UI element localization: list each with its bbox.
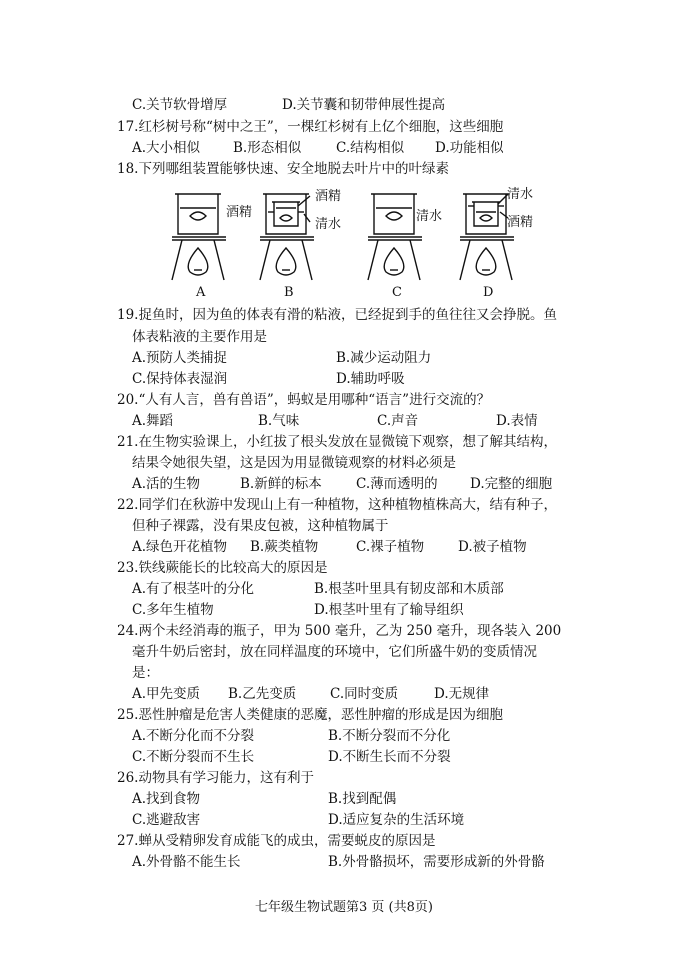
q19-stem-line1: 19.捉鱼时，因为鱼的体表有滑的粘液，已经捉到手的鱼往往又会挣脱。鱼 [117, 307, 557, 323]
q20-stem: 20.“人有人言，兽有兽语”，蚂蚁是用哪种“语言”进行交流的？ [117, 392, 491, 408]
label-d-water: 清水 [507, 187, 534, 202]
q20-option-c: C.声音 [377, 413, 419, 429]
q19-option-a: A.预防人类捕捉 [132, 350, 228, 366]
q23-option-b: B.根茎叶里具有韧皮部和木质部 [314, 581, 504, 597]
label-option-c: C [392, 285, 402, 300]
q18-stem: 18.下列哪组装置能够快速、安全地脱去叶片中的叶绿素 [117, 161, 449, 177]
q25-option-a: A.不断分化而不分裂 [132, 728, 255, 744]
q22-option-a: A.绿色开花植物 [132, 539, 228, 555]
label-c-water: 清水 [416, 209, 443, 224]
label-option-b: B [284, 285, 294, 300]
apparatus-b [260, 194, 314, 280]
q20-option-a: A.舞蹈 [132, 413, 174, 429]
q23-stem: 23.铁线蕨能长的比较高大的原因是 [117, 560, 328, 576]
q24-stem-line3: 是： [132, 665, 159, 681]
q17-option-b: B.形态相似 [233, 140, 302, 156]
q21-option-c: C.薄而透明的 [356, 476, 438, 492]
q22-option-b: B.蕨类植物 [250, 539, 319, 555]
q26-option-a: A.找到食物 [132, 791, 201, 807]
apparatus-c [368, 194, 422, 280]
label-option-a: A [196, 285, 206, 300]
q25-stem: 25.恶性肿瘤是危害人类健康的恶魔，恶性肿瘤的形成是因为细胞 [117, 707, 503, 723]
q24-option-b: B.乙先变质 [228, 686, 297, 702]
label-option-d: D [483, 285, 494, 300]
q23-option-a: A.有了根茎叶的分化 [132, 581, 255, 597]
q17-option-a: A.大小相似 [132, 140, 201, 156]
q19-option-d: D.辅助呼吸 [336, 371, 405, 387]
q20-option-b: B.气味 [258, 413, 300, 429]
q26-option-d: D.适应复杂的生活环境 [328, 812, 465, 828]
q21-option-d: D.完整的细胞 [470, 476, 553, 492]
q25-option-d: D.不断生长而不分裂 [328, 749, 451, 765]
q19-stem-line2: 体表粘液的主要作用是 [132, 329, 267, 345]
q21-stem-line2: 结果令她很失望，这是因为用显微镜观察的材料必须是 [132, 455, 456, 471]
q21-option-b: B.新鲜的标本 [240, 476, 322, 492]
q23-option-c: C.多年生植物 [132, 602, 214, 618]
label-b-alcohol: 酒精 [315, 189, 342, 204]
q18-apparatus-figure [170, 182, 540, 300]
q27-option-b: B.外骨骼损坏，需要形成新的外骨骼 [328, 854, 545, 870]
q24-option-d: D.无规律 [434, 686, 490, 702]
page-footer: 七年级生物试题第3 页 (共8页) [255, 900, 433, 915]
q22-option-c: C.裸子植物 [356, 539, 425, 555]
q26-option-b: B.找到配偶 [328, 791, 397, 807]
apparatus-a [172, 194, 226, 280]
q26-option-c: C.逃避敌害 [132, 812, 201, 828]
q17-stem: 17.红杉树号称“树中之王”，一棵红杉树有上亿个细胞，这些细胞 [117, 119, 504, 135]
q19-option-b: B.减少运动阻力 [336, 350, 432, 366]
q25-option-c: C.不断分裂而不生长 [132, 749, 255, 765]
q24-stem-line1: 24.两个未经消毒的瓶子，甲为 500 毫升，乙为 250 毫升，现各装入 200 [117, 623, 562, 639]
q20-option-d: D.表情 [496, 413, 538, 429]
q22-stem-line2: 但种子裸露，没有果皮包被，这种植物属于 [132, 518, 389, 534]
q25-option-b: B.不断分裂而不分化 [328, 728, 451, 744]
label-b-water: 清水 [315, 217, 342, 232]
q16-option-d: D.关节囊和韧带伸展性提高 [282, 97, 446, 113]
q21-option-a: A.活的生物 [132, 476, 201, 492]
q17-option-d: D.功能相似 [435, 140, 504, 156]
q24-option-a: A.甲先变质 [132, 686, 201, 702]
q27-option-a: A.外骨骼不能生长 [132, 854, 241, 870]
q27-stem: 27.蝉从受精卵发育成能飞的成虫，需要蜕皮的原因是 [117, 833, 436, 849]
q22-option-d: D.被子植物 [458, 539, 527, 555]
q17-option-c: C.结构相似 [336, 140, 405, 156]
q19-option-c: C.保持体表湿润 [132, 371, 228, 387]
q24-option-c: C.同时变质 [330, 686, 399, 702]
q24-stem-line2: 毫升牛奶后密封，放在同样温度的环境中，它们所盛牛奶的变质情况 [132, 644, 537, 660]
q21-stem-line1: 21.在生物实验课上，小红拔了根头发放在显微镜下观察，想了解其结构， [117, 434, 557, 450]
q26-stem: 26.动物具有学习能力，这有利于 [117, 770, 314, 786]
apparatus-d [460, 194, 514, 280]
q16-option-c: C.关节软骨增厚 [132, 97, 228, 113]
label-a-alcohol: 酒精 [226, 205, 253, 220]
q22-stem-line1: 22.同学们在秋游中发现山上有一种植物，这种植物植株高大，结有种子， [117, 497, 557, 513]
label-d-alcohol: 酒精 [507, 215, 534, 230]
q23-option-d: D.根茎叶里有了输导组织 [314, 602, 464, 618]
